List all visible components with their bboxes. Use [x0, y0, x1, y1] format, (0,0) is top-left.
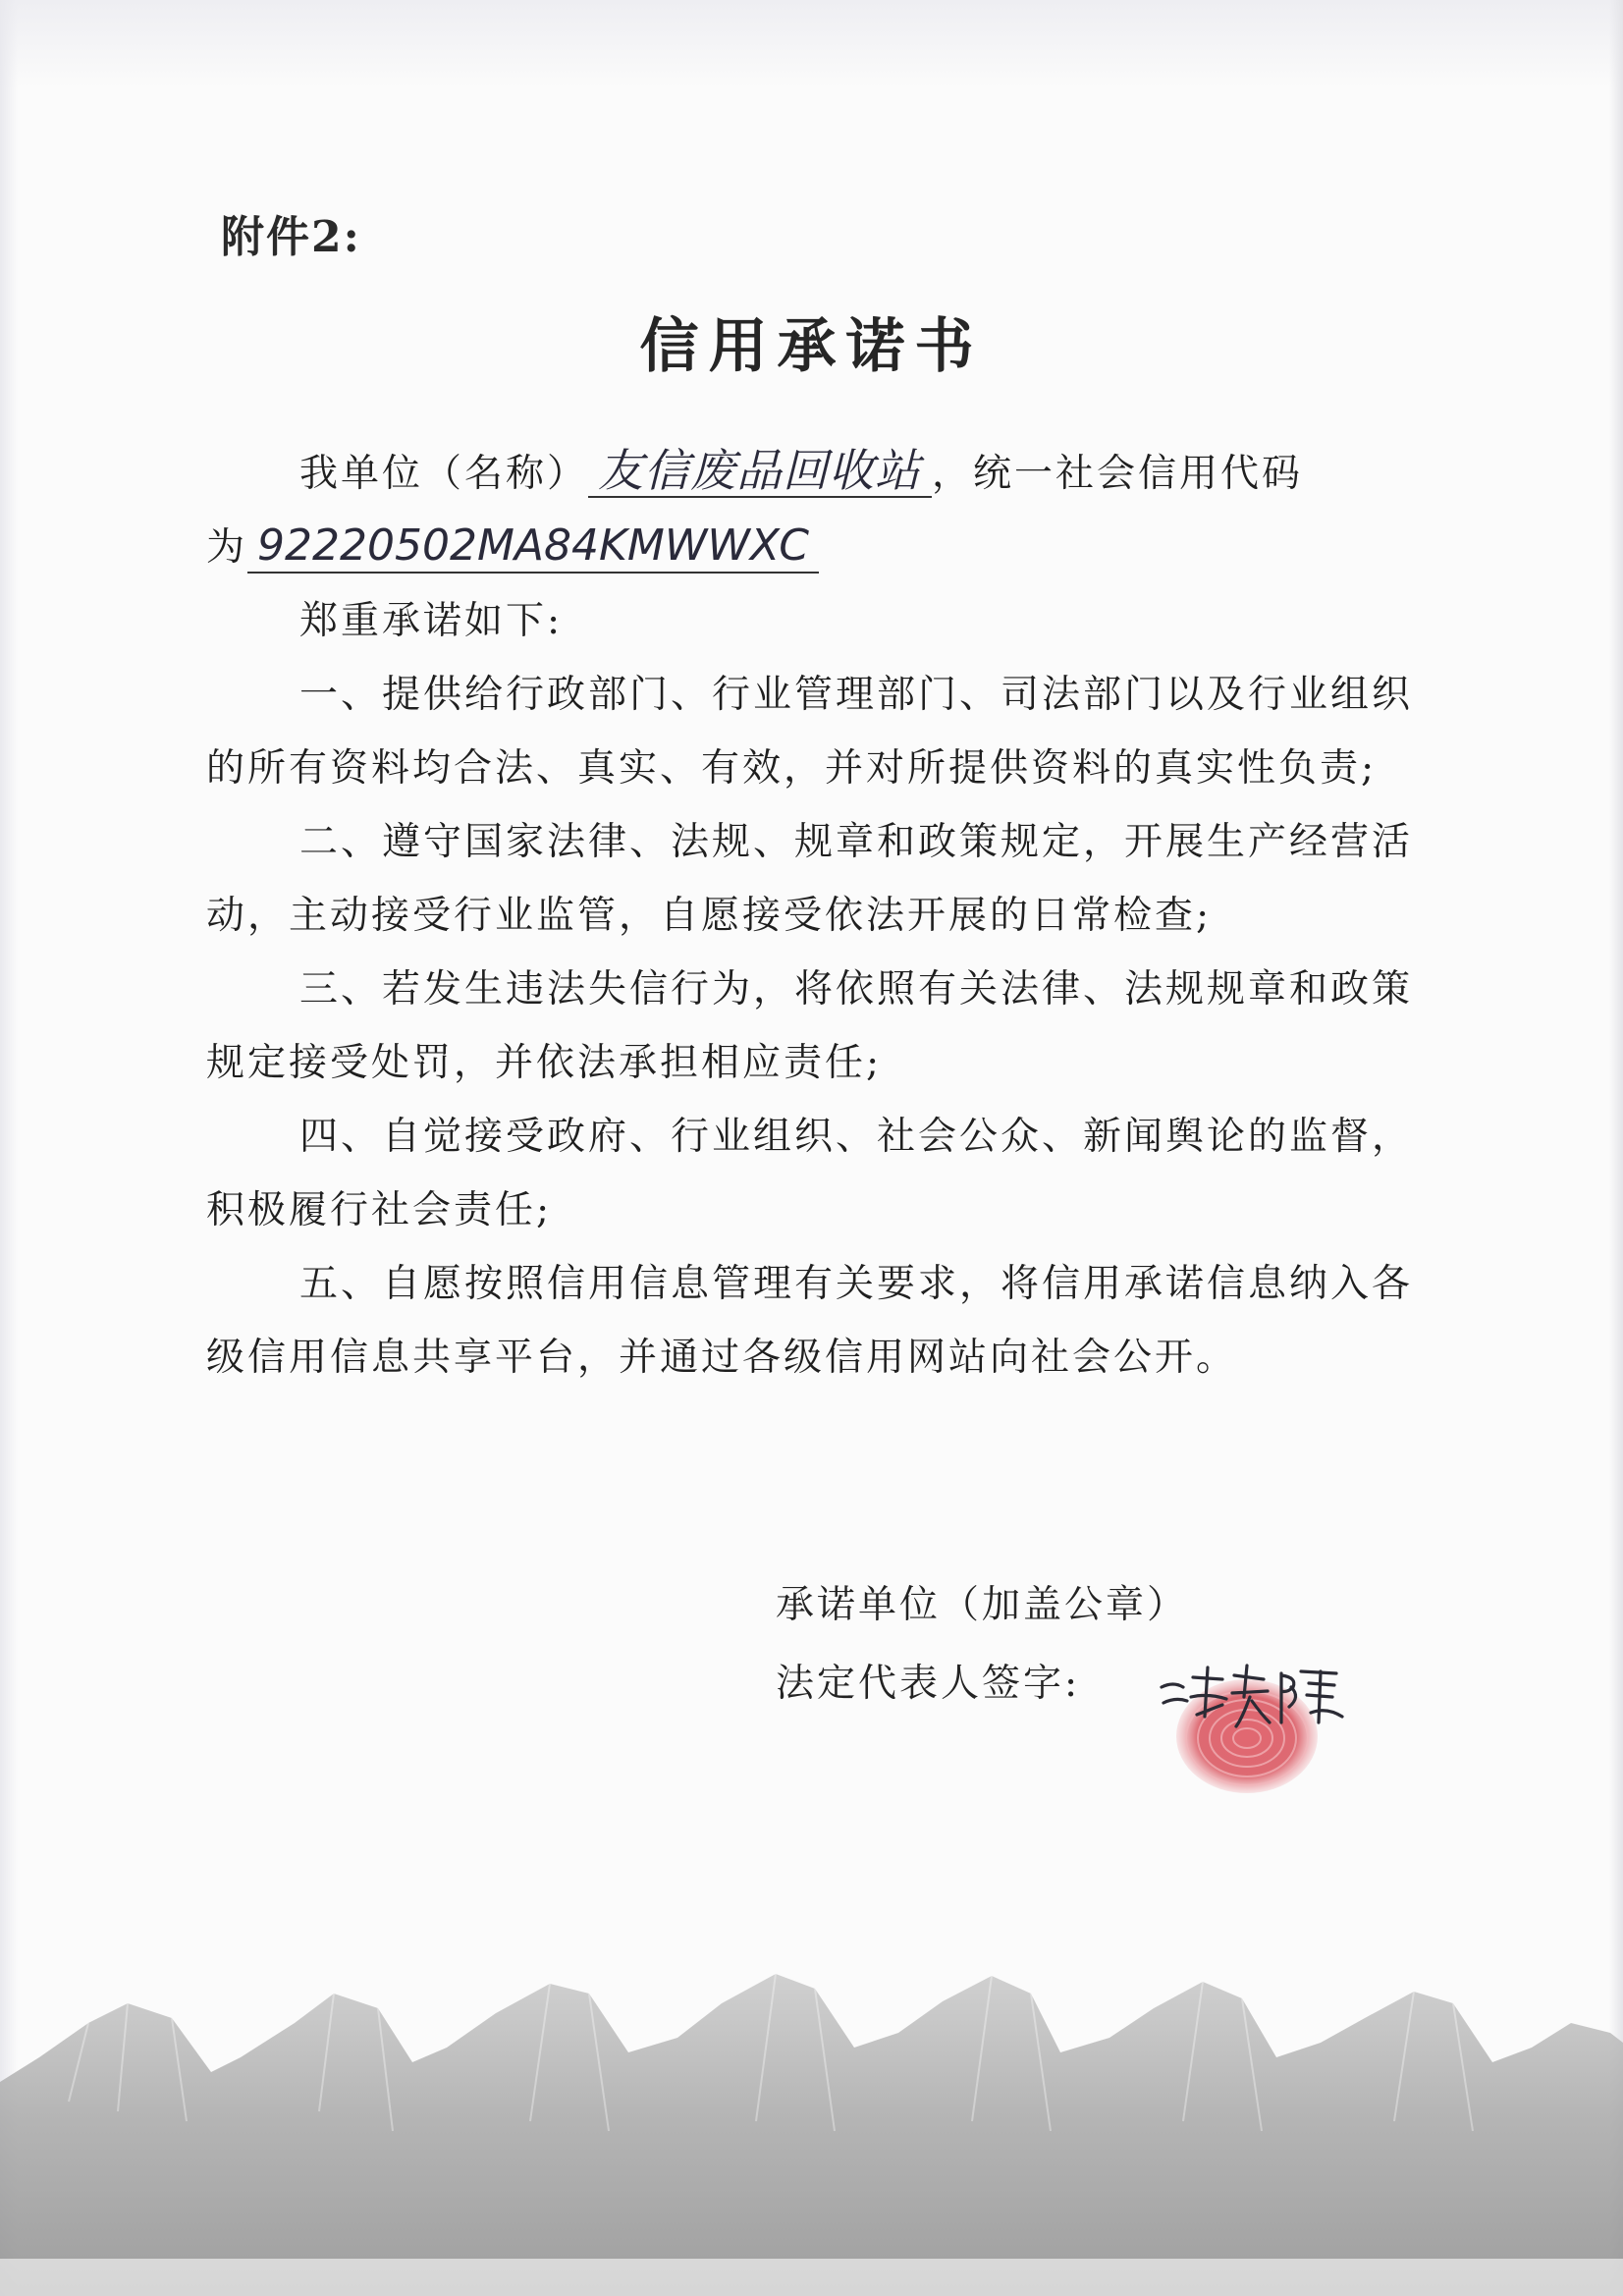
committing-unit-label: 承诺单位（加盖公章） [776, 1583, 1189, 1627]
document-body [206, 437, 1414, 1394]
credit-code-label: ，统一社会信用代码 [932, 452, 1304, 496]
scan-shadow-top [0, 0, 1623, 88]
pledge-5-line-2: 级信用信息共享平台，并通过各级信用网站向社会公开。 [206, 1336, 1238, 1380]
pledge-4-line-2: 积极履行社会责任; [206, 1188, 553, 1232]
unit-name-field: 友信废品回收站 [588, 445, 932, 498]
legal-rep-label: 法定代表人签字: [776, 1662, 1081, 1706]
pledge-3-line-2: 规定接受处罚，并依法承担相应责任; [206, 1041, 883, 1085]
intro-line-1 [206, 437, 1414, 511]
pledge-2-line-1: 二、遵守国家法律、法规、规章和政策规定，开展生产经营活 [299, 820, 1414, 864]
intro-line-2 [206, 511, 1414, 584]
intro-prefix: 我单位（名称） [299, 452, 589, 496]
credit-code-field: 92220502MA84KMWWXC [247, 520, 819, 574]
handwritten-signature [1154, 1658, 1350, 1736]
pledge-1-line-2: 的所有资料均合法、真实、有效，并对所提供资料的真实性负责; [206, 746, 1378, 791]
pledge-4-line-1: 四、自觉接受政府、行业组织、社会公众、新闻舆论的监督， [299, 1115, 1414, 1159]
pledge-5-line-1: 五、自愿按照信用信息管理有关要求，将信用承诺信息纳入各 [299, 1262, 1414, 1306]
pledge-2-line-2: 动，主动接受行业监管，自愿接受依法开展的日常检查; [206, 894, 1213, 938]
pledge-1-line-1: 一、提供给行政部门、行业管理部门、司法部门以及行业组织 [299, 673, 1414, 717]
solemn-pledge-line: 郑重承诺如下: [299, 599, 564, 643]
code-prefix: 为 [206, 525, 248, 570]
pledge-3-line-1: 三、若发生违法失信行为，将依照有关法律、法规规章和政策 [299, 967, 1414, 1011]
mountain-watermark [0, 1964, 1623, 2296]
attachment-label: 附件2: [221, 212, 361, 262]
signature-block [776, 1566, 1188, 1723]
document-title: 信用承诺书 [639, 312, 984, 381]
